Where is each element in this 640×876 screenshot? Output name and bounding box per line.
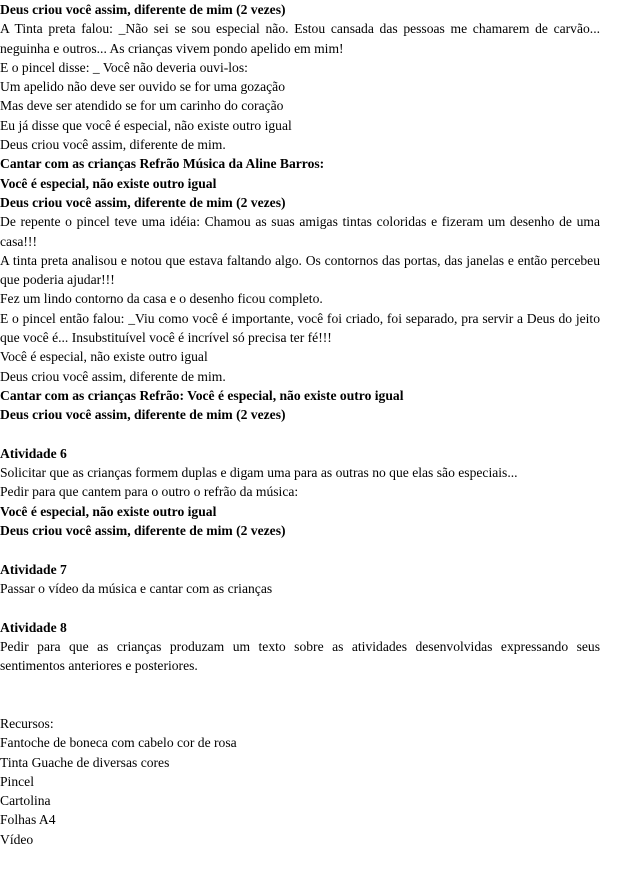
- paragraph: Eu já disse que você é especial, não existe outro igual: [0, 117, 292, 133]
- spacer: [0, 425, 600, 444]
- spacer: [0, 675, 600, 714]
- chorus-line: Você é especial, não existe outro igual: [0, 503, 217, 519]
- paragraph: E o pincel disse: _ Você não deveria ouvi-los:: [0, 59, 248, 75]
- chorus-line: Deus criou você assim, diferente de mim (2 vezes): [0, 194, 286, 210]
- paragraph: A tinta preta analisou e notou que estava faltando algo. Os contornos das portas, das janelas e então percebeu que poderia ajudar!!!: [0, 252, 600, 288]
- spacer: [0, 540, 600, 559]
- chorus-line: Você é especial, não existe outro igual: [0, 175, 217, 191]
- resource-item: Pincel: [0, 773, 34, 789]
- section-heading-atividade-7: Atividade 7: [0, 561, 67, 577]
- spacer: [0, 598, 600, 617]
- paragraph: Pedir para que as crianças produzam um texto sobre as atividades desenvolvidas expressando seus sentimentos anteriores e posteriores.: [0, 638, 600, 674]
- resource-item: Fantoche de boneca com cabelo cor de rosa: [0, 735, 237, 751]
- paragraph: E o pincel então falou: _Viu como você é importante, você foi criado, foi separado, pra servir a Deus do jeito que você é... Insubstituível você é incrível só precisa ter fé!!!: [0, 310, 600, 346]
- section-heading-atividade-8: Atividade 8: [0, 619, 67, 635]
- paragraph: Você é especial, não existe outro igual: [0, 349, 208, 365]
- paragraph: Um apelido não deve ser ouvido se for uma gozação: [0, 79, 285, 95]
- resource-item: Folhas A4: [0, 812, 56, 828]
- paragraph: A Tinta preta falou: _Não sei se sou especial não. Estou cansada das pessoas me chamarem de carvão... neguinha e outros... As crianças vivem pondo apelido em mim!: [0, 21, 600, 56]
- chorus-line: Deus criou você assim, diferente de mim (2 vezes): [0, 407, 286, 423]
- resource-item: Tinta Guache de diversas cores: [0, 754, 170, 770]
- paragraph: Fez um lindo contorno da casa e o desenho ficou completo.: [0, 291, 323, 307]
- paragraph: Deus criou você assim, diferente de mim.: [0, 137, 226, 153]
- chorus-line: Deus criou você assim, diferente de mim (2 vezes): [0, 523, 286, 539]
- bold-instruction: Cantar com as crianças Refrão: Você é especial, não existe outro igual: [0, 387, 404, 403]
- paragraph: Mas deve ser atendido se for um carinho do coração: [0, 98, 284, 114]
- paragraph: Deus criou você assim, diferente de mim.: [0, 368, 226, 384]
- resource-item: Vídeo: [0, 831, 34, 847]
- paragraph: Pedir para que cantem para o outro o refrão da música:: [0, 484, 299, 500]
- resource-item: Cartolina: [0, 793, 51, 809]
- paragraph: De repente o pincel teve uma idéia: Chamou as suas amigas tintas coloridas e fizeram um desenho de uma casa!!!: [0, 214, 600, 249]
- resources-heading: Recursos:: [0, 715, 54, 731]
- paragraph: Solicitar que as crianças formem duplas e digam uma para as outras no que elas são especiais...: [0, 465, 518, 481]
- paragraph: Passar o vídeo da música e cantar com as crianças: [0, 580, 273, 596]
- chorus-line: Deus criou você assim, diferente de mim (2 vezes): [0, 2, 286, 17]
- section-heading-atividade-6: Atividade 6: [0, 445, 67, 461]
- bold-instruction: Cantar com as crianças Refrão Música da Aline Barros:: [0, 156, 325, 172]
